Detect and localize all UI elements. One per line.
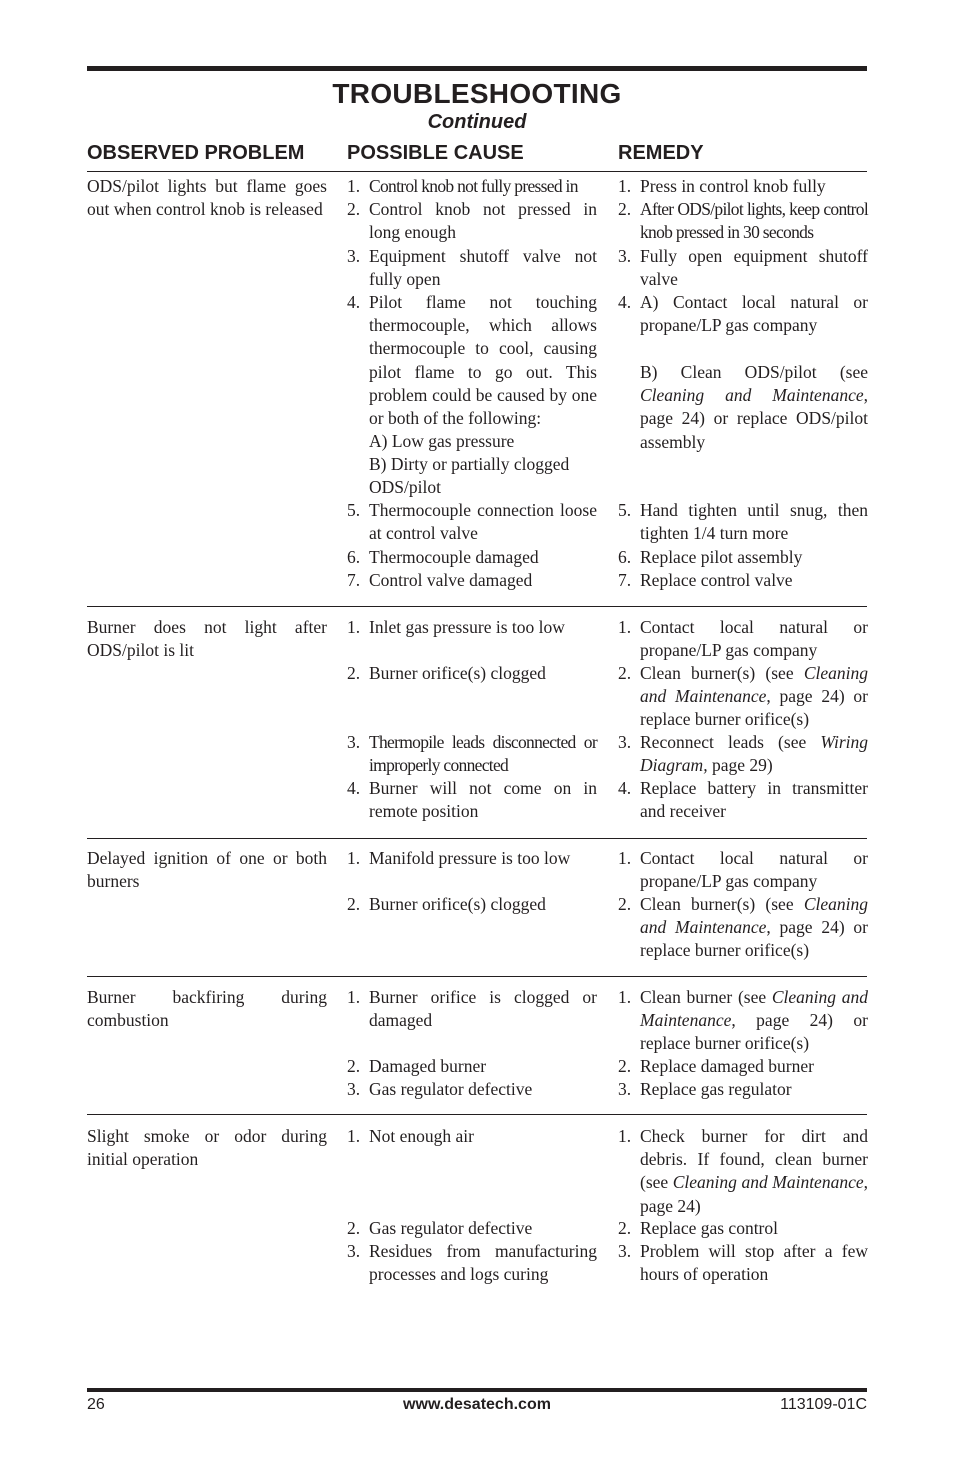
observed-problem: Burner backfiring during combustion	[87, 987, 327, 1031]
document-number: 113109-01C	[780, 1396, 867, 1413]
header-rule	[87, 171, 867, 172]
column-header-cause: POSSIBLE CAUSE	[347, 142, 524, 164]
observed-problem: Delayed ignition of one or both burners	[87, 848, 327, 892]
website-link[interactable]: www.desatech.com	[403, 1396, 551, 1413]
column-header-problem: OBSERVED PROBLEM	[87, 142, 305, 164]
top-rule	[87, 66, 867, 71]
page-title: TROUBLESHOOTING	[332, 78, 622, 109]
row-divider	[87, 1114, 867, 1115]
observed-problem: Slight smoke or odor during initial operation	[87, 1126, 327, 1170]
row-divider	[87, 606, 867, 607]
observed-problem: Burner does not light after ODS/pilot is lit	[87, 617, 327, 661]
page-subtitle: Continued	[427, 111, 527, 133]
manual-page: TROUBLESHOOTING Continued OBSERVED PROBLEM POSSIBLE CAUSE REMEDY ODS/pilot lights but flame goes out when control knob is released 1. Control knob not fully pressed in 2. Control knob not pressed in long enough 3. Equipment shutoff valve not fully open 4. Pilot flame not touching thermocouple, which allows thermocouple to cool, causing pilot flame to go out. This problem could be caused by one or both of the following: A) Low gas pressure B) Dirty or partially clogged ODS/pilot 5. Thermocouple connection loose at control valve 6. Thermocouple damaged 7. Control valve damaged 1. Press in control knob fully 2. After ODS/pilot lights, keep control knob pressed in 30 seconds 3. Fully open equipment shutoff valve 4. A) Contact local natural or propane/LP gas company B) Clean ODS/pilot (see Cleaning and Maintenance, page 24) or replace ODS/pilot assembly 5. Hand tighten until snug, then tighten 1/4 turn more 6. Replace pilot assembly 7. Replace control valve Burner does not light after ODS/pilot is lit 1. Inlet gas pressure is too low 2. Burner orifice(s) clogged 3. Thermopile leads disconnected or improperly connected 4. Burner will not come on in remote position 1. Contact local natural or propane/LP gas company 2. Clean burner(s) (see Cleaning and Maintenance, page 24) or replace burner orifice(s) 3. Reconnect leads (see Wiring Diagram, page 29) 4. Replace battery in transmitter and receiver Delayed ignition of one or both burners 1. Manifold pressure is too low 2. Burner orifice(s) clogged 1. Contact local natural or propane/LP gas company 2. Clean burner(s) (see Cleaning and Maintenance, page 24) or replace burner orifice(s) Burner backfiring during combustion 1. Burner orifice is clogged or damaged 2. Damaged burner 3. Gas regulator defective 1. Clean burner (see Cleaning and Maintenance, page 24) or replace burner orifice(s) 2. Replace damaged burner 3. Replace gas regulator Slight smoke or odor during initial operation 1. Not enough air 2. Gas regulator defective 3. Residues from manufacturing processes and logs curing 1. Check burner for dirt and debris. If found, clean burner (see Cleaning and Maintenance, page 24) 2. Replace gas control 3. Problem will stop after a few hours of operation 26 www.desatech.com 113109-01C	[87, 0, 867, 1475]
observed-problem: ODS/pilot lights but flame goes out when control knob is released	[87, 176, 327, 220]
page-number: 26	[87, 1396, 105, 1413]
footer-rule	[87, 1388, 867, 1392]
row-divider	[87, 976, 867, 977]
column-header-remedy: REMEDY	[618, 142, 704, 164]
row-divider	[87, 838, 867, 839]
